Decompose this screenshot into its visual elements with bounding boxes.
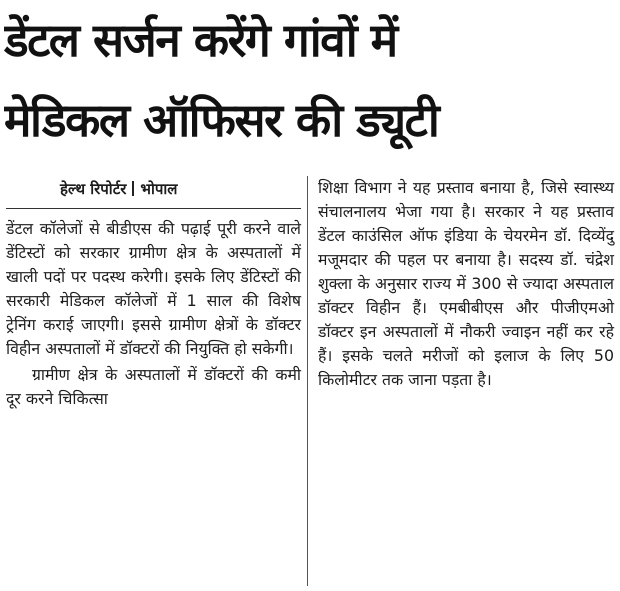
byline (6, 176, 301, 202)
column-divider (307, 176, 308, 586)
byline-reporter: हेल्थ रिपोर्टर (60, 180, 127, 198)
byline-separator (132, 181, 134, 196)
left-paragraph-1: डेंटल कॉलेजों से बीडीएस की पढ़ाई पूरी करने वाले डेंटिस्टों को सरकार ग्रामीण क्षेत्र के अस्पतालों में खाली पदों पर पदस्थ करेगी। इसके लिए डेंटिस्टों की सरकारी मेडिकल कॉलेजों में 1 साल की विशेष ट्रेनिंग कराई जाएगी। इससे ग्रामीण क्षेत्रों के डॉक्टर विहीन अस्पतालों में डॉक्टरों की नियुक्ति हो सकेगी। (6, 219, 301, 358)
article-left-column (6, 176, 301, 411)
right-paragraph-1: शिक्षा विभाग ने यह प्रस्ताव बनाया है, जिसे स्वास्थ्य संचालनालय भेजा गया है। सरकार ने यह प्रस्ताव डेंटल काउंसिल ऑफ इंडिया के चेयरमेन डॉ. दिव्येंदु मजूमदार की पहल पर बनाया है। सदस्य डॉ. चंद्रेश शुक्ला के अनुसार राज्य में 300 से ज्यादा अस्पताल डॉक्टर विहीन हैं। एमबीबीएस और पीजीएमओ डॉक्टर इन अस्पतालों में नौकरी ज्वाइन नहीं कर रहे हैं। इसके चलते मरीजों को इलाज के लिए 50 किलोमीटर तक जाना पड़ता है। (318, 178, 614, 389)
headline-line-2: मेडिकल ऑफिसर की ड्यूटी (4, 93, 439, 147)
headline (4, 0, 616, 160)
byline-location: भोपाल (140, 180, 178, 198)
headline-line-1: डेंटल सर्जन करेंगे गांवों में (4, 13, 397, 67)
article-right-column (318, 176, 614, 392)
left-paragraph-2: ग्रामीण क्षेत्र के अस्पतालों में डॉक्टरों की कमी दूर करने चिकित्सा (6, 365, 301, 408)
byline-rule (6, 208, 301, 209)
